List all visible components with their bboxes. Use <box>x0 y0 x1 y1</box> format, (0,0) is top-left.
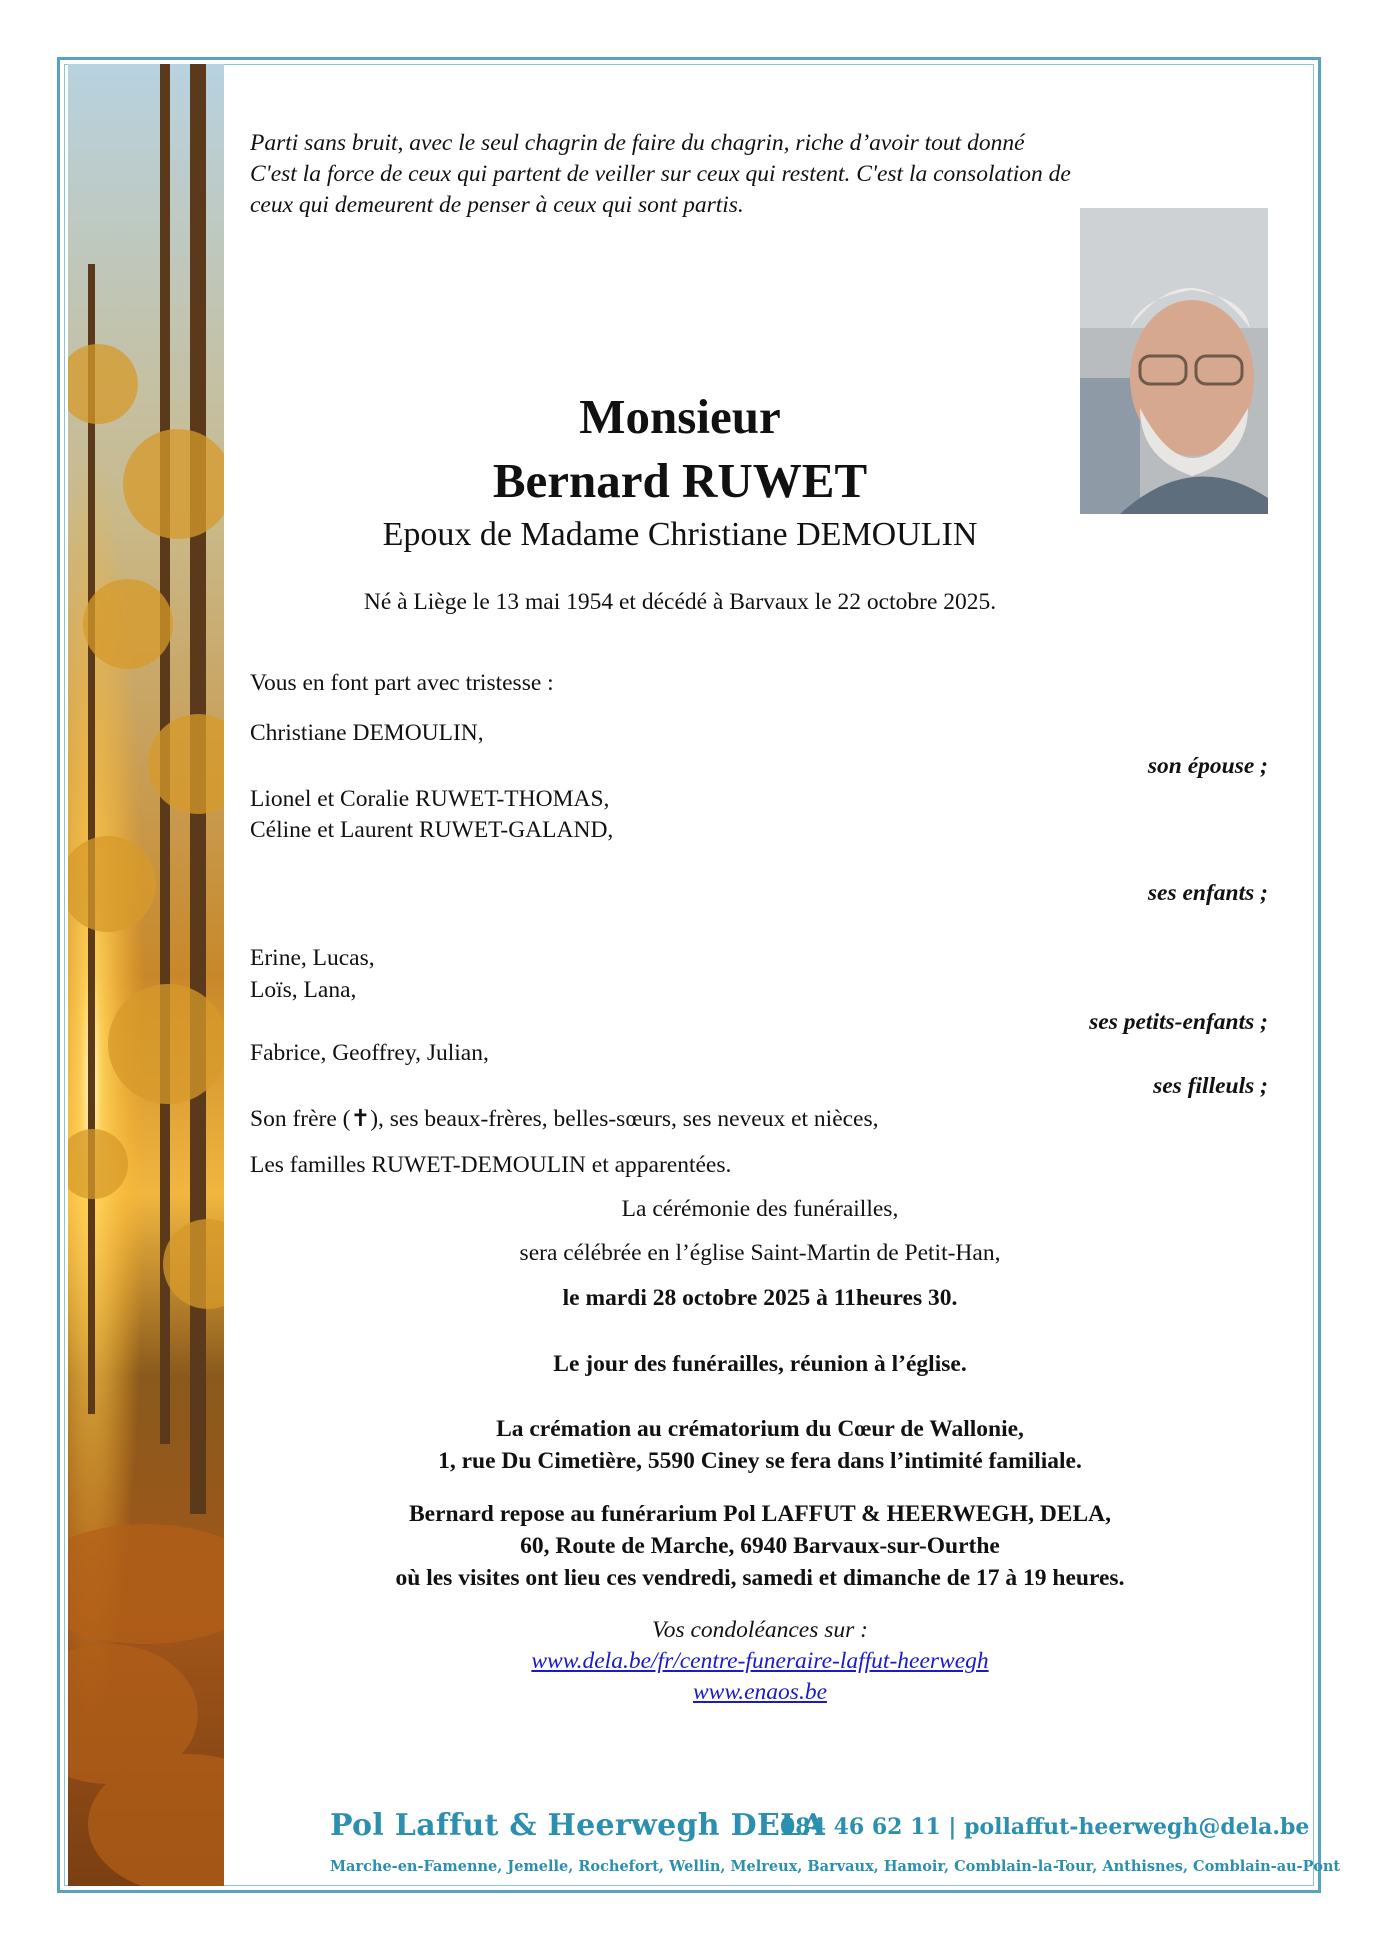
condolences-link-dela[interactable] <box>240 1648 1280 1675</box>
siblings-text-after: ), ses beaux-frères, belles-sœurs, ses neveux et nièces, <box>370 1106 879 1132</box>
rest-line: Bernard repose au funérarium Pol LAFFUT & HEERWEGH, DELA, <box>408 1501 1112 1527</box>
ceremony-date: le mardi 28 octobre 2025 à 11heures 30. <box>562 1285 958 1311</box>
children-role: ses enfants ; <box>1147 880 1268 906</box>
latin-cross-icon: ✝ <box>350 1104 371 1132</box>
deceased-name: Bernard RUWET <box>492 453 868 508</box>
condolences-link-dela-text[interactable]: www.dela.be/fr/centre-funeraire-laffut-heerwegh <box>531 1648 989 1674</box>
spouse-name: Christiane DEMOULIN, <box>250 720 484 746</box>
spouse-role: son épouse ; <box>1147 753 1268 779</box>
grandchildren-role: ses petits-enfants ; <box>1089 1009 1268 1035</box>
birth-death-line: Né à Liège le 13 mai 1954 et décédé à Barvaux le 22 octobre 2025. <box>363 589 997 615</box>
funeral-home-towns: Marche-en-Famenne, Jemelle, Rochefort, Wellin, Melreux, Barvaux, Hamoir, Comblain-la-Tour, Anthisnes, Comblain-au-Pont <box>330 1858 1341 1875</box>
child-line: Céline et Laurent RUWET-GALAND, <box>250 817 614 843</box>
ceremony-location: sera célébrée en l’église Saint-Martin de Petit-Han, <box>519 1240 1001 1266</box>
poem-line: ceux qui demeurent de penser à ceux qui sont partis. <box>250 192 744 218</box>
families-line: Les familles RUWET-DEMOULIN et apparentées. <box>250 1152 732 1178</box>
condolences-link-enaos[interactable] <box>240 1679 1280 1706</box>
funeral-home-contact: 084 46 62 11 | pollaffut-heerwegh@dela.be <box>780 1814 1310 1840</box>
poem-line: Parti sans bruit, avec le seul chagrin de faire du chagrin, riche d’avoir tout donné <box>250 130 1025 156</box>
meeting-line: Le jour des funérailles, réunion à l’église. <box>553 1351 967 1377</box>
godchildren-line: Fabrice, Geoffrey, Julian, <box>250 1040 489 1066</box>
condolences-link-enaos-text[interactable]: www.enaos.be <box>692 1679 828 1705</box>
grandchild-line: Loïs, Lana, <box>250 977 357 1003</box>
visit-hours: où les visites ont lieu ces vendredi, samedi et dimanche de 17 à 19 heures. <box>395 1565 1125 1591</box>
condolences-label: Vos condoléances sur : <box>651 1617 869 1643</box>
ceremony-line: La cérémonie des funérailles, <box>621 1196 899 1222</box>
cremation-address: 1, rue Du Cimetière, 5590 Ciney se fera dans l’intimité familiale. <box>438 1448 1082 1474</box>
child-line: Lionel et Coralie RUWET-THOMAS, <box>250 786 610 812</box>
rest-address: 60, Route de Marche, 6940 Barvaux-sur-Ourthe <box>520 1533 1000 1559</box>
poem-line: C'est la force de ceux qui partent de veiller sur ceux qui restent. C'est la consolation de <box>250 161 1071 187</box>
honorific: Monsieur <box>579 389 781 444</box>
siblings-text-before: Son frère ( <box>250 1106 351 1132</box>
funeral-home-brand: Pol Laffut & Heerwegh DELA <box>330 1808 826 1843</box>
autumn-forest-image <box>68 64 224 1886</box>
spouse-line: Epoux de Madame Christiane DEMOULIN <box>382 516 978 553</box>
godchildren-role: ses filleuls ; <box>1153 1073 1268 1099</box>
intro-line: Vous en font part avec tristesse : <box>250 670 554 696</box>
siblings-line <box>250 1104 879 1133</box>
grandchild-line: Erine, Lucas, <box>250 945 375 971</box>
cremation-line: La crémation au crématorium du Cœur de Wallonie, <box>496 1416 1024 1442</box>
